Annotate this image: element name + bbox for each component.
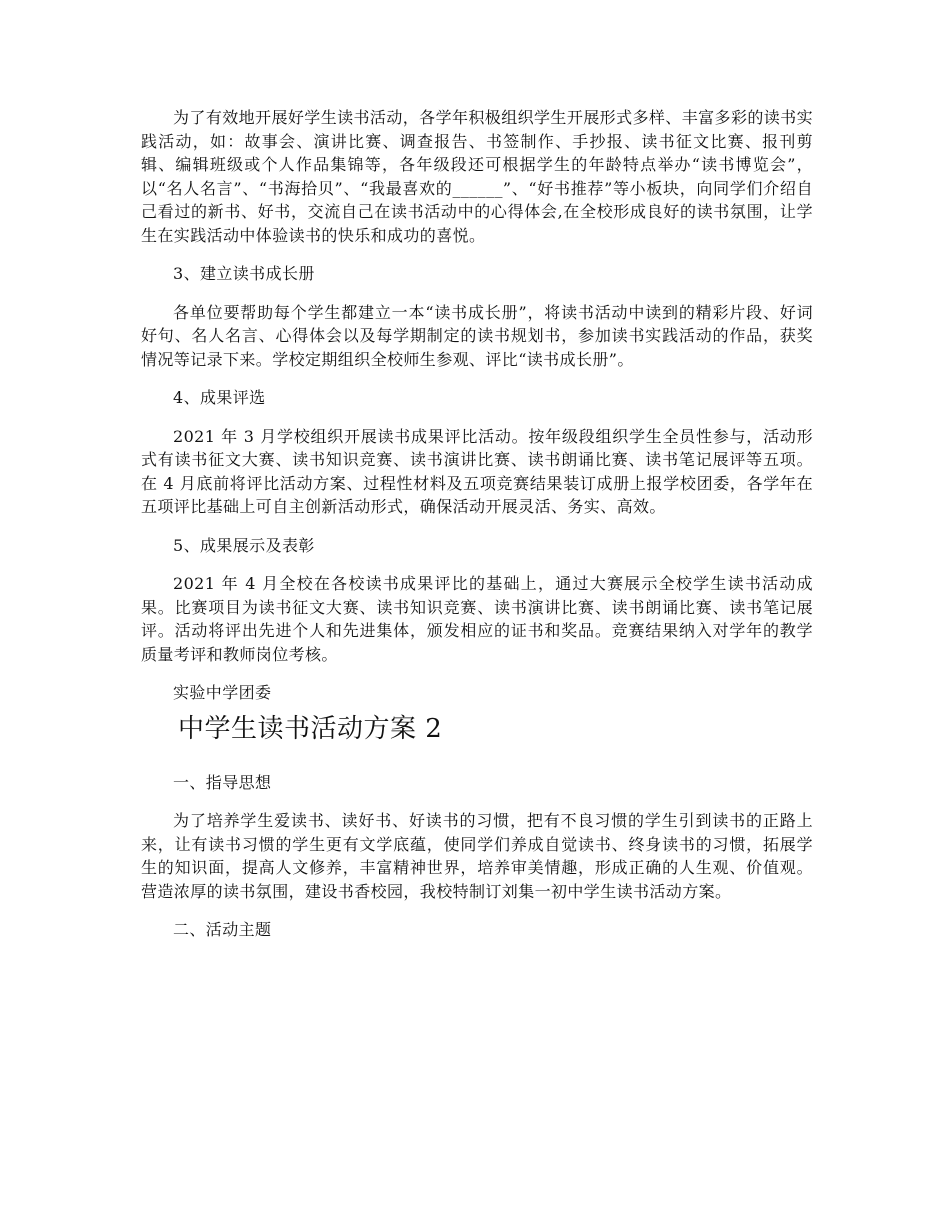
paragraph-display: 2021 年 4 月全校在各校读书成果评比的基础上，通过大赛展示全校学生读书活动成果。比赛项目为读书征文大赛、读书知识竞赛、读书演讲比赛、读书朗诵比赛、读书笔记展评。活动将评出先进个人和先进集体，颁发相应的证书和奖品。竞赛结果纳入对学年的教学质量考评和教师岗位考核。 <box>141 574 813 664</box>
section-heading-guiding-ideology: 一、指导思想 <box>173 772 272 792</box>
paragraph-evaluation: 2021 年 3 月学校组织开展读书成果评比活动。按年级段组织学生全员性参与，活动形式有读书征文大赛、读书知识竞赛、读书演讲比赛、读书朗诵比赛、读书笔记展评等五项。在 4 月底前将评比活动方案、过程性材料及五项竞赛结果装订成册上报学校团委，各学年在五项评比基础上可自主创新活动形式，确保活动开展灵活、务实、高效。 <box>141 426 813 516</box>
section-heading-theme: 二、活动主题 <box>173 920 272 939</box>
paragraph-reading-activities: 为了有效地开展好学生读书活动，各学年积极组织学生开展形式多样、丰富多彩的读书实践活动，如：故事会、演讲比赛、调查报告、书签制作、手抄报、读书征文比赛、报刊剪辑、编辑班级或个人作品集锦等，各年级段还可根据学生的年龄特点举办“读书博览会”，以“名人名言”、“书海拾贝”、“我最喜欢的______”、“好书推荐”等小板块，向同学们介绍自己看过的新书、好书，交流自己在读书活动中的心得体会,在全校形成良好的读书氛围，让学生在实践活动中体验读书的快乐和成功的喜悦。 <box>141 108 813 245</box>
signature-line: 实验中学团委 <box>173 683 272 702</box>
document-page <box>141 106 813 957</box>
section-heading-display: 5、成果展示及表彰 <box>173 535 315 555</box>
section-heading-growth-book: 3、建立读书成长册 <box>173 264 315 283</box>
document-title: 中学生读书活动方案 2 <box>178 713 443 744</box>
paragraph-guiding-ideology: 为了培养学生爱读书、读好书、好读书的习惯，把有不良习惯的学生引到读书的正路上来，让有读书习惯的学生更有文学底蕴，使同学们养成自觉读书、终身读书的习惯，拓展学生的知识面，提高人文修养，丰富精神世界，培养审美情趣，形成正确的人生观、价值观。营造浓厚的读书氛围，建设书香校园，我校特制订刘集一初中学生读书活动方案。 <box>141 811 813 901</box>
section-heading-evaluation: 4、成果评选 <box>173 388 266 407</box>
paragraph-growth-book: 各单位要帮助每个学生都建立一本“读书成长册”，将读书活动中读到的精彩片段、好词好句、名人名言、心得体会以及每学期制定的读书规划书，参加读书实践活动的作品，获奖情况等记录下来。学校定期组织全校师生参观、评比“读书成长册”。 <box>141 302 813 369</box>
